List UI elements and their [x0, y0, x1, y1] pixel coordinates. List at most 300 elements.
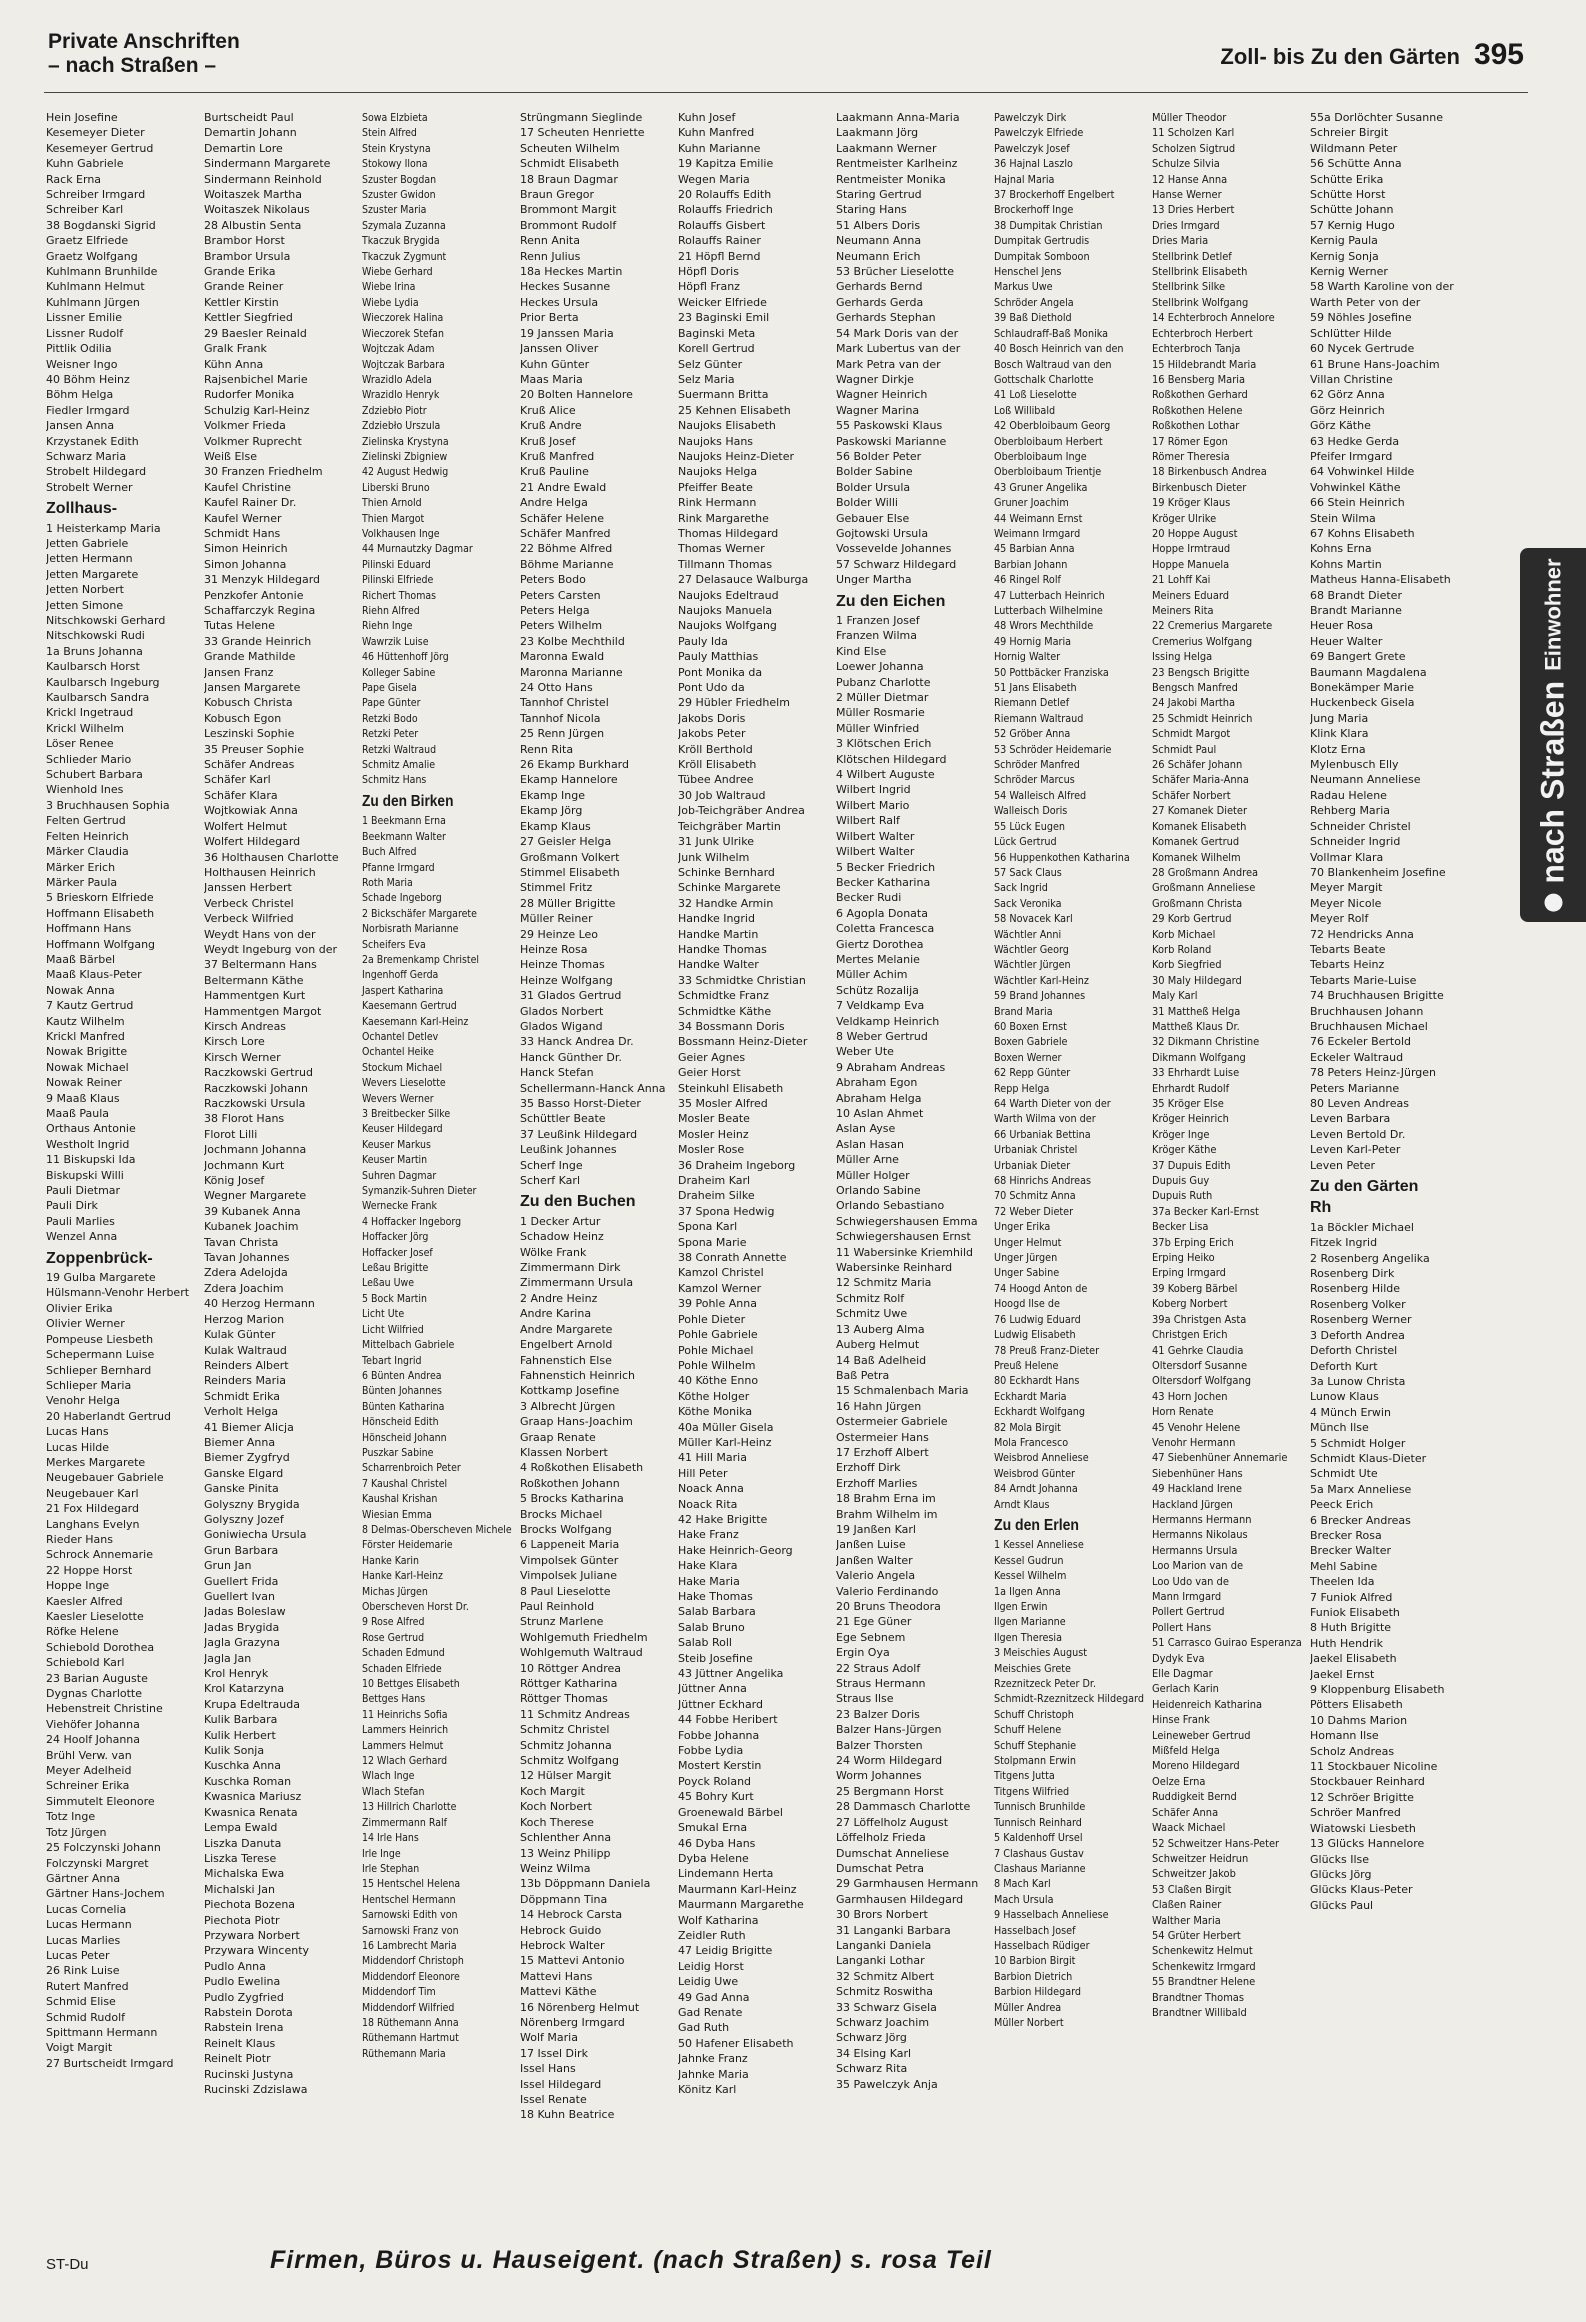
- street-heading: Zoppenbrück-: [46, 1249, 153, 1267]
- directory-entry: 6 Lappeneit Maria: [520, 1538, 620, 1552]
- directory-entry: Eckhardt Wolfgang: [994, 1405, 1086, 1419]
- directory-entry: Märker Erich: [46, 860, 116, 874]
- directory-entry: Wolfert Helmut: [204, 819, 288, 833]
- directory-entry: Erzhoff Marlies: [836, 1476, 918, 1490]
- directory-entry: 54 Walleisch Alfred: [994, 788, 1087, 802]
- directory-entry: Müller Karl-Heinz: [678, 1435, 772, 1449]
- directory-entry: Voigt Margit: [46, 2041, 113, 2055]
- directory-entry: Mann Irmgard: [1152, 1590, 1222, 1603]
- directory-entry: Retzki Waltraud: [362, 742, 437, 756]
- directory-entry: Buch Alfred: [362, 845, 417, 859]
- directory-entry: Kruß Josef: [520, 434, 576, 448]
- directory-entry: Kolleger Sabine: [362, 665, 436, 679]
- directory-entry: Schwiegershausen Emma: [836, 1214, 978, 1228]
- directory-entry: Naujoks Manuela: [678, 604, 773, 617]
- directory-entry: Valerio Angela: [836, 1569, 916, 1583]
- directory-entry: Jaspert Katharina: [362, 983, 444, 997]
- directory-entry: 30 Franzen Friedhelm: [204, 465, 323, 479]
- directory-entry: 26 Ekamp Burkhard: [520, 758, 629, 772]
- directory-entry: Wlach Inge: [362, 1769, 415, 1783]
- directory-entry: Jochmann Johanna: [204, 1143, 307, 1157]
- directory-entry: Suhren Dagmar: [362, 1168, 437, 1182]
- directory-entry: Hermanns Nikolaus: [1152, 1528, 1248, 1542]
- directory-entry: Retzki Peter: [362, 727, 419, 741]
- directory-entry: Koberg Norbert: [1152, 1297, 1228, 1311]
- directory-entry: Schröder Marcus: [994, 773, 1075, 787]
- directory-entry: Schenkewitz Irmgard: [1152, 1959, 1256, 1973]
- directory-entry: Meyer Adelheid: [46, 1764, 132, 1778]
- directory-entry: Hanck Günther Dr.: [520, 1050, 622, 1064]
- directory-entry: 20 Bolten Hannelore: [520, 388, 633, 402]
- directory-entry: Venohr Hermann: [1152, 1435, 1236, 1449]
- directory-entry: Roth Maria: [362, 875, 413, 889]
- directory-entry: Stein Alfred: [362, 126, 417, 140]
- directory-entry: Tutas Helene: [204, 619, 275, 633]
- directory-column: [204, 110, 354, 2240]
- directory-entry: Kröll Berthold: [678, 742, 753, 756]
- directory-entry: Woitaszek Martha: [204, 188, 302, 202]
- directory-entry: Kaesler Lieselotte: [46, 1610, 144, 1623]
- directory-entry: Rose Gertrud: [362, 1630, 425, 1644]
- directory-entry: Zimmermann Dirk: [520, 1261, 621, 1275]
- directory-entry: Volkmer Ruprecht: [204, 434, 302, 448]
- directory-entry: 3a Lunow Christa: [1310, 1374, 1406, 1388]
- directory-entry: Wienhold Ines: [46, 783, 124, 797]
- directory-entry: Handke Ingrid: [678, 912, 755, 926]
- directory-entry: 9 Abraham Andreas: [836, 1060, 946, 1074]
- directory-entry: Hülsmann-Venohr Herbert: [46, 1286, 190, 1300]
- directory-entry: Unger Erika: [994, 1220, 1051, 1234]
- directory-entry: Naujoks Elisabeth: [678, 419, 776, 433]
- directory-entry: Hake Heinrich-Georg: [678, 1543, 793, 1557]
- directory-entry: 4 Hoffacker Ingeborg: [362, 1214, 462, 1228]
- directory-entry: Mark Lubertus van der: [836, 342, 961, 356]
- directory-entry: Claßen Rainer: [1152, 1898, 1222, 1912]
- directory-entry: Hermanns Hermann: [1152, 1512, 1252, 1526]
- directory-entry: 45 Venohr Helene: [1152, 1420, 1241, 1434]
- directory-entry: Lindemann Herta: [678, 1867, 774, 1881]
- directory-entry: Elle Dagmar: [1152, 1667, 1213, 1681]
- directory-entry: Bonekämper Marie: [1310, 681, 1414, 695]
- directory-entry: Höpfl Doris: [678, 265, 739, 279]
- directory-entry: 12 Wlach Gerhard: [362, 1754, 448, 1768]
- directory-entry: Handke Walter: [678, 958, 759, 972]
- directory-entry: Schwarz Jörg: [836, 2031, 907, 2045]
- directory-entry: Pauli Dietmar: [46, 1184, 121, 1198]
- directory-entry: Lück Gertrud: [994, 835, 1057, 849]
- directory-entry: Klassen Norbert: [520, 1445, 608, 1459]
- directory-entry: Löser Renee: [46, 737, 114, 751]
- directory-entry: Schlenther Anna: [520, 1831, 612, 1845]
- directory-entry: 9 Hasselbach Anneliese: [994, 1908, 1109, 1922]
- directory-entry: Pohle Michael: [678, 1343, 754, 1357]
- directory-entry: 11 Schmitz Andreas: [520, 1707, 630, 1721]
- directory-entry: 55 Lück Eugen: [994, 819, 1066, 833]
- directory-entry: Biemer Zygfryd: [204, 1451, 290, 1465]
- directory-entry: Ekamp Inge: [520, 788, 586, 802]
- directory-entry: Selz Maria: [678, 372, 735, 386]
- directory-entry: Graap Renate: [520, 1430, 596, 1444]
- directory-entry: Radau Helene: [1310, 788, 1387, 802]
- directory-entry: 4 Wilbert Auguste: [836, 768, 935, 782]
- directory-entry: Hornig Walter: [994, 650, 1061, 664]
- directory-entry: Dumpitak Somboon: [994, 249, 1090, 263]
- directory-entry: Pudlo Anna: [204, 1959, 266, 1973]
- directory-entry: Zielinska Krystyna: [362, 434, 449, 448]
- directory-entry: König Josef: [204, 1174, 265, 1188]
- directory-entry: Mattevi Hans: [520, 1969, 593, 1983]
- directory-entry: Stokowy Ilona: [362, 157, 428, 171]
- directory-entry: Löffelholz Frieda: [836, 1831, 926, 1845]
- directory-entry: Reinders Maria: [204, 1374, 286, 1388]
- directory-entry: Sowa Elzbieta: [362, 111, 428, 124]
- directory-entry: Michalski Jan: [204, 1882, 275, 1896]
- directory-entry: Renn Rita: [520, 742, 574, 756]
- directory-entry: 8 Delmas-Oberscheven Michele: [362, 1522, 512, 1536]
- directory-entry: Fobbe Johanna: [678, 1728, 760, 1742]
- directory-entry: Dries Maria: [1152, 234, 1209, 248]
- directory-entry: Unger Helmut: [994, 1235, 1062, 1249]
- directory-entry: Kühn Anna: [204, 357, 264, 371]
- directory-entry: Homann Ilse: [1310, 1729, 1379, 1743]
- directory-entry: Schadow Heinz: [520, 1230, 604, 1244]
- directory-entry: Kirsch Werner: [204, 1050, 281, 1064]
- directory-entry: Leven Karl-Peter: [1310, 1143, 1401, 1157]
- directory-entry: Schlieper Bernhard: [46, 1363, 152, 1377]
- directory-entry: Wieczorek Stefan: [362, 326, 444, 340]
- directory-entry: Graetz Wolfgang: [46, 249, 138, 263]
- directory-entry: Hoogd Ilse de: [994, 1297, 1061, 1311]
- directory-entry: 23 Kolbe Mechthild: [520, 634, 625, 648]
- directory-entry: Orlando Sabine: [836, 1184, 921, 1198]
- directory-entry: Maaß Bärbel: [46, 952, 116, 966]
- directory-entry: Pauly Matthias: [678, 650, 759, 664]
- directory-entry: Brandtner Thomas: [1152, 1990, 1245, 2004]
- directory-column: [1152, 110, 1302, 2240]
- directory-entry: 21 Lohff Kai: [1152, 573, 1211, 587]
- directory-entry: Handke Thomas: [678, 942, 767, 956]
- directory-entry: 37 Beltermann Hans: [204, 958, 317, 972]
- directory-entry: Stockum Michael: [362, 1060, 443, 1074]
- directory-entry: Hanck Stefan: [520, 1066, 594, 1080]
- directory-entry: Abraham Helga: [836, 1091, 922, 1105]
- directory-entry: Nitschkowski Gerhard: [46, 614, 166, 627]
- directory-entry: Retzki Bodo: [362, 711, 418, 725]
- directory-entry: Steinkuhl Elisabeth: [678, 1081, 784, 1095]
- directory-entry: Hake Thomas: [678, 1590, 753, 1603]
- directory-entry: Arndt Klaus: [994, 1497, 1050, 1511]
- directory-entry: Lissner Rudolf: [46, 326, 124, 340]
- header-title-line1: Private Anschriften: [48, 30, 240, 53]
- directory-entry: Wiebe Lydia: [362, 295, 419, 309]
- directory-entry: Boxen Gabriele: [994, 1035, 1068, 1049]
- directory-entry: Licht Wilfried: [362, 1322, 424, 1336]
- directory-entry: Bolder Willi: [836, 496, 898, 510]
- directory-entry: Grun Barbara: [204, 1543, 279, 1557]
- directory-entry: Jung Maria: [1310, 711, 1369, 725]
- directory-entry: Wilbert Ralf: [836, 814, 900, 828]
- directory-entry: 24 Hoolf Johanna: [46, 1733, 141, 1747]
- directory-entry: 23 Barian Auguste: [46, 1671, 148, 1685]
- directory-entry: Bolder Sabine: [836, 465, 913, 479]
- header-title-line2: – nach Straßen –: [48, 54, 217, 77]
- directory-entry: 74 Hoogd Anton de: [994, 1281, 1088, 1295]
- directory-entry: Reinders Albert: [204, 1358, 289, 1372]
- directory-entry: 18 Braun Dagmar: [520, 172, 618, 186]
- directory-entry: Middendorf Eleonore: [362, 1969, 460, 1983]
- directory-entry: Tebarts Beate: [1310, 942, 1386, 956]
- directory-entry: Jahnke Franz: [678, 2052, 748, 2066]
- directory-entry: Gerhards Gerda: [836, 295, 924, 309]
- directory-entry: 28 Albustin Senta: [204, 218, 302, 232]
- directory-entry: Kwasnica Mariusz: [204, 1790, 302, 1804]
- directory-entry: Maly Karl: [1152, 989, 1198, 1003]
- directory-entry: Schwarz Maria: [46, 449, 127, 463]
- directory-entry: Weber Ute: [836, 1045, 894, 1059]
- directory-entry: Pompeuse Liesbeth: [46, 1332, 154, 1346]
- directory-entry: 35 Kröger Else: [1152, 1097, 1224, 1110]
- directory-entry: 5 Bock Martin: [362, 1291, 427, 1305]
- directory-entry: 32 Handke Armin: [678, 896, 774, 910]
- directory-entry: Schreiber Irmgard: [46, 188, 146, 202]
- directory-entry: Münch Ilse: [1310, 1421, 1369, 1435]
- directory-entry: Schaden Elfriede: [362, 1661, 442, 1675]
- directory-entry: Heuer Walter: [1310, 634, 1383, 648]
- directory-entry: Veldkamp Heinrich: [836, 1014, 940, 1028]
- directory-entry: 51 Albers Doris: [836, 218, 921, 232]
- directory-entry: Draheim Silke: [678, 1189, 755, 1203]
- directory-entry: 41 Biemer Alicja: [204, 1420, 294, 1434]
- directory-entry: 2 Rosenberg Angelika: [1310, 1251, 1430, 1265]
- directory-entry: Schmidtke Franz: [678, 989, 769, 1003]
- directory-entry: Krupa Edeltrauda: [204, 1697, 300, 1711]
- directory-entry: Maurmann Karl-Heinz: [678, 1882, 797, 1896]
- directory-entry: Weicker Elfriede: [678, 295, 767, 309]
- directory-entry: Echterbroch Herbert: [1152, 326, 1253, 340]
- directory-entry: Hasselbach Rüdiger: [994, 1938, 1090, 1952]
- directory-entry: Schlaudraff-Baß Monika: [994, 326, 1109, 340]
- directory-entry: Tunnisch Reinhard: [994, 1815, 1082, 1829]
- directory-column: [46, 110, 196, 2240]
- directory-entry: Zdziebło Urszula: [362, 419, 441, 433]
- directory-entry: Kwasnica Renata: [204, 1805, 298, 1819]
- directory-entry: Totz Jürgen: [46, 1825, 107, 1839]
- directory-entry: Wilbert Mario: [836, 798, 910, 812]
- directory-entry: Schepermann Luise: [46, 1348, 155, 1362]
- directory-entry: Lucas Hans: [46, 1425, 109, 1439]
- directory-entry: Schmidt Ute: [1310, 1467, 1378, 1481]
- directory-entry: Spittmann Hermann: [46, 2025, 158, 2039]
- directory-entry: Kulak Waltraud: [204, 1343, 287, 1357]
- directory-entry: 72 Weber Dieter: [994, 1204, 1074, 1218]
- directory-entry: 5 Brocks Katharina: [520, 1492, 624, 1506]
- footer-code: ST-Du: [46, 2256, 89, 2273]
- directory-entry: 38 Dumpitak Christian: [994, 218, 1103, 232]
- directory-entry: Andre Margarete: [520, 1322, 613, 1336]
- directory-entry: Schwarz Joachim: [836, 2015, 930, 2029]
- street-heading: Zu den Birken: [362, 792, 454, 810]
- directory-entry: Langanki Lothar: [836, 1954, 925, 1968]
- directory-entry: Glücks Jörg: [1310, 1867, 1372, 1881]
- directory-entry: Barbion Hildegard: [994, 1985, 1082, 1999]
- directory-entry: 35 Basso Horst-Dieter: [520, 1097, 641, 1110]
- directory-entry: 64 Warth Dieter von der: [994, 1097, 1111, 1110]
- directory-entry: 51 Jans Elisabeth: [994, 681, 1077, 695]
- directory-entry: Brecker Walter: [1310, 1544, 1391, 1558]
- directory-entry: Kaesemann Gertrud: [362, 999, 457, 1013]
- directory-entry: Kaulbarsch Sandra: [46, 691, 150, 705]
- directory-entry: 10 Aslan Ahmet: [836, 1107, 924, 1120]
- directory-entry: Merkes Margarete: [46, 1455, 146, 1469]
- directory-entry: Korb Roland: [1152, 942, 1212, 956]
- directory-entry: Schaffarczyk Regina: [204, 604, 316, 617]
- directory-entry: Schmitz Uwe: [836, 1307, 908, 1321]
- directory-entry: Przywara Norbert: [204, 1928, 300, 1942]
- page-number: 395: [1473, 38, 1524, 71]
- directory-entry: Pilinski Elfriede: [362, 573, 434, 587]
- directory-entry: Noack Rita: [678, 1497, 738, 1511]
- directory-entry: Junk Wilhelm: [678, 850, 750, 864]
- directory-entry: 15 Schmalenbach Maria: [836, 1384, 969, 1398]
- directory-entry: Irle Stephan: [362, 1861, 420, 1875]
- directory-entry: Ekamp Jörg: [520, 804, 583, 818]
- directory-entry: Strobelt Werner: [46, 480, 133, 494]
- directory-entry: Mattheß Klaus Dr.: [1152, 1019, 1240, 1033]
- directory-entry: Pudlo Zygfried: [204, 1990, 284, 2004]
- directory-entry: Wiebe Irina: [362, 280, 416, 294]
- directory-entry: Thien Margot: [362, 511, 425, 525]
- directory-entry: 31 Langanki Barbara: [836, 1923, 951, 1937]
- directory-entry: Puszkar Sabine: [362, 1445, 434, 1459]
- directory-entry: Ingenhoff Gerda: [362, 968, 439, 982]
- directory-entry: Leßau Brigitte: [362, 1261, 429, 1275]
- directory-entry: Heinze Rosa: [520, 942, 588, 956]
- directory-entry: Erping Heiko: [1152, 1251, 1215, 1265]
- directory-entry: Kautz Wilhelm: [46, 1014, 125, 1028]
- directory-entry: Walleisch Doris: [994, 804, 1068, 818]
- directory-entry: 54 Grüter Herbert: [1152, 1928, 1241, 1942]
- directory-entry: Kohns Martin: [1310, 557, 1382, 571]
- directory-entry: Verbeck Wilfried: [204, 912, 294, 926]
- directory-entry: Fahnenstich Heinrich: [520, 1368, 636, 1382]
- directory-entry: Wagner Marina: [836, 403, 920, 417]
- directory-entry: Schmidt Margot: [1152, 727, 1231, 741]
- directory-entry: Müller Holger: [836, 1168, 910, 1182]
- directory-entry: Erzhoff Dirk: [836, 1461, 901, 1475]
- directory-entry: Kuhn Manfred: [678, 126, 755, 140]
- directory-entry: 55 Paskowski Klaus: [836, 419, 943, 433]
- directory-entry: Olivier Erika: [46, 1301, 113, 1315]
- directory-entry: Böhme Marianne: [520, 557, 614, 571]
- directory-entry: 3 Bruchhausen Sophia: [46, 798, 170, 812]
- directory-entry: Rolauffs Gisbert: [678, 218, 766, 232]
- directory-entry: Wächtler Georg: [994, 942, 1069, 956]
- directory-entry: Tannhof Christel: [520, 696, 609, 710]
- directory-entry: Kesemeyer Gertrud: [46, 141, 154, 155]
- directory-entry: Märker Claudia: [46, 845, 129, 859]
- section-tab[interactable]: [1520, 548, 1586, 922]
- directory-entry: Schmitz Roswitha: [836, 1985, 934, 1999]
- directory-entry: Schuff Christoph: [994, 1707, 1074, 1721]
- directory-entry: 69 Bangert Grete: [1310, 650, 1406, 664]
- directory-entry: 70 Schmitz Anna: [994, 1189, 1076, 1203]
- directory-entry: Kernig Sonja: [1310, 249, 1379, 263]
- directory-entry: Pont Udo da: [678, 681, 745, 695]
- directory-entry: Kernig Werner: [1310, 265, 1388, 279]
- directory-entry: 37 Spona Hedwig: [678, 1204, 775, 1218]
- directory-entry: Maas Maria: [520, 372, 583, 386]
- directory-entry: Eckhardt Maria: [994, 1389, 1067, 1403]
- directory-entry: 46 Dyba Hans: [678, 1836, 756, 1850]
- directory-entry: 68 Hinrichs Andreas: [994, 1174, 1092, 1188]
- directory-entry: Ergin Oya: [836, 1646, 890, 1660]
- directory-entry: Rutert Manfred: [46, 1979, 129, 1993]
- directory-entry: Oberbloibaum Inge: [994, 449, 1087, 463]
- directory-entry: Heckes Susanne: [520, 280, 611, 294]
- directory-entry: Funiok Elisabeth: [1310, 1606, 1400, 1619]
- directory-entry: Hönscheid Edith: [362, 1415, 439, 1429]
- directory-entry: 1a Bruns Johanna: [46, 644, 143, 658]
- directory-entry: Pubanz Charlotte: [836, 675, 931, 689]
- directory-entry: Lucas Marlies: [46, 1933, 121, 1947]
- directory-entry: Leven Bertold Dr.: [1310, 1127, 1406, 1141]
- directory-entry: Mattevi Käthe: [520, 1985, 597, 1999]
- directory-entry: Scheifers Eva: [362, 937, 426, 951]
- directory-entry: 37 Dupuis Edith: [1152, 1158, 1231, 1172]
- directory-entry: Böhm Helga: [46, 388, 114, 402]
- directory-entry: Deforth Christel: [1310, 1344, 1398, 1358]
- directory-entry: Schinke Margarete: [678, 881, 781, 895]
- directory-entry: Rehberg Maria: [1310, 804, 1390, 818]
- directory-entry: 11 Wabersinke Kriemhild: [836, 1245, 974, 1259]
- directory-entry: Kruß Manfred: [520, 449, 595, 463]
- directory-entry: 6 Brecker Andreas: [1310, 1513, 1411, 1527]
- directory-entry: Aslan Ayse: [836, 1122, 896, 1136]
- street-heading: Zu den Erlen: [994, 1516, 1080, 1534]
- directory-entry: 44 Murnautzky Dagmar: [362, 542, 473, 556]
- directory-entry: Zeidler Ruth: [678, 1928, 746, 1942]
- directory-entry: Hinse Frank: [1152, 1713, 1210, 1727]
- directory-entry: 20 Bruns Theodora: [836, 1600, 941, 1613]
- directory-entry: Hermanns Ursula: [1152, 1543, 1238, 1557]
- directory-entry: Schmidt Paul: [1152, 742, 1217, 756]
- directory-entry: Loewer Johanna: [836, 660, 924, 674]
- directory-entry: Komanek Wilhelm: [1152, 850, 1241, 864]
- directory-entry: Kirsch Lore: [204, 1035, 265, 1049]
- directory-entry: Folczynski Margret: [46, 1856, 149, 1870]
- directory-entry: Großmann Anneliese: [1152, 881, 1256, 895]
- directory-entry: Dydyk Eva: [1152, 1651, 1205, 1665]
- directory-entry: Thomas Hildegard: [678, 526, 779, 540]
- directory-entry: Maaß Klaus-Peter: [46, 968, 142, 982]
- directory-entry: Laakmann Werner: [836, 141, 937, 155]
- directory-column: [520, 110, 670, 2240]
- directory-entry: 43 Jüttner Angelika: [678, 1667, 784, 1681]
- directory-entry: Meiners Eduard: [1152, 588, 1230, 602]
- directory-entry: 43 Horn Jochen: [1152, 1389, 1228, 1403]
- directory-entry: 53 Claßen Birgit: [1152, 1882, 1232, 1896]
- directory-entry: Fitzek Ingrid: [1310, 1236, 1378, 1250]
- directory-entry: Venohr Helga: [46, 1394, 120, 1408]
- directory-entry: Hill Peter: [678, 1466, 728, 1480]
- directory-entry: Krickl Manfred: [46, 1029, 125, 1043]
- directory-entry: Symanzik-Suhren Dieter: [362, 1184, 477, 1198]
- directory-entry: Wabersinke Reinhard: [836, 1261, 953, 1275]
- directory-entry: Gad Ruth: [678, 2021, 730, 2035]
- directory-entry: Müller Norbert: [994, 2015, 1064, 2029]
- directory-entry: Tkaczuk Zygmunt: [362, 249, 447, 263]
- directory-entry: Rabstein Dorota: [204, 2005, 293, 2019]
